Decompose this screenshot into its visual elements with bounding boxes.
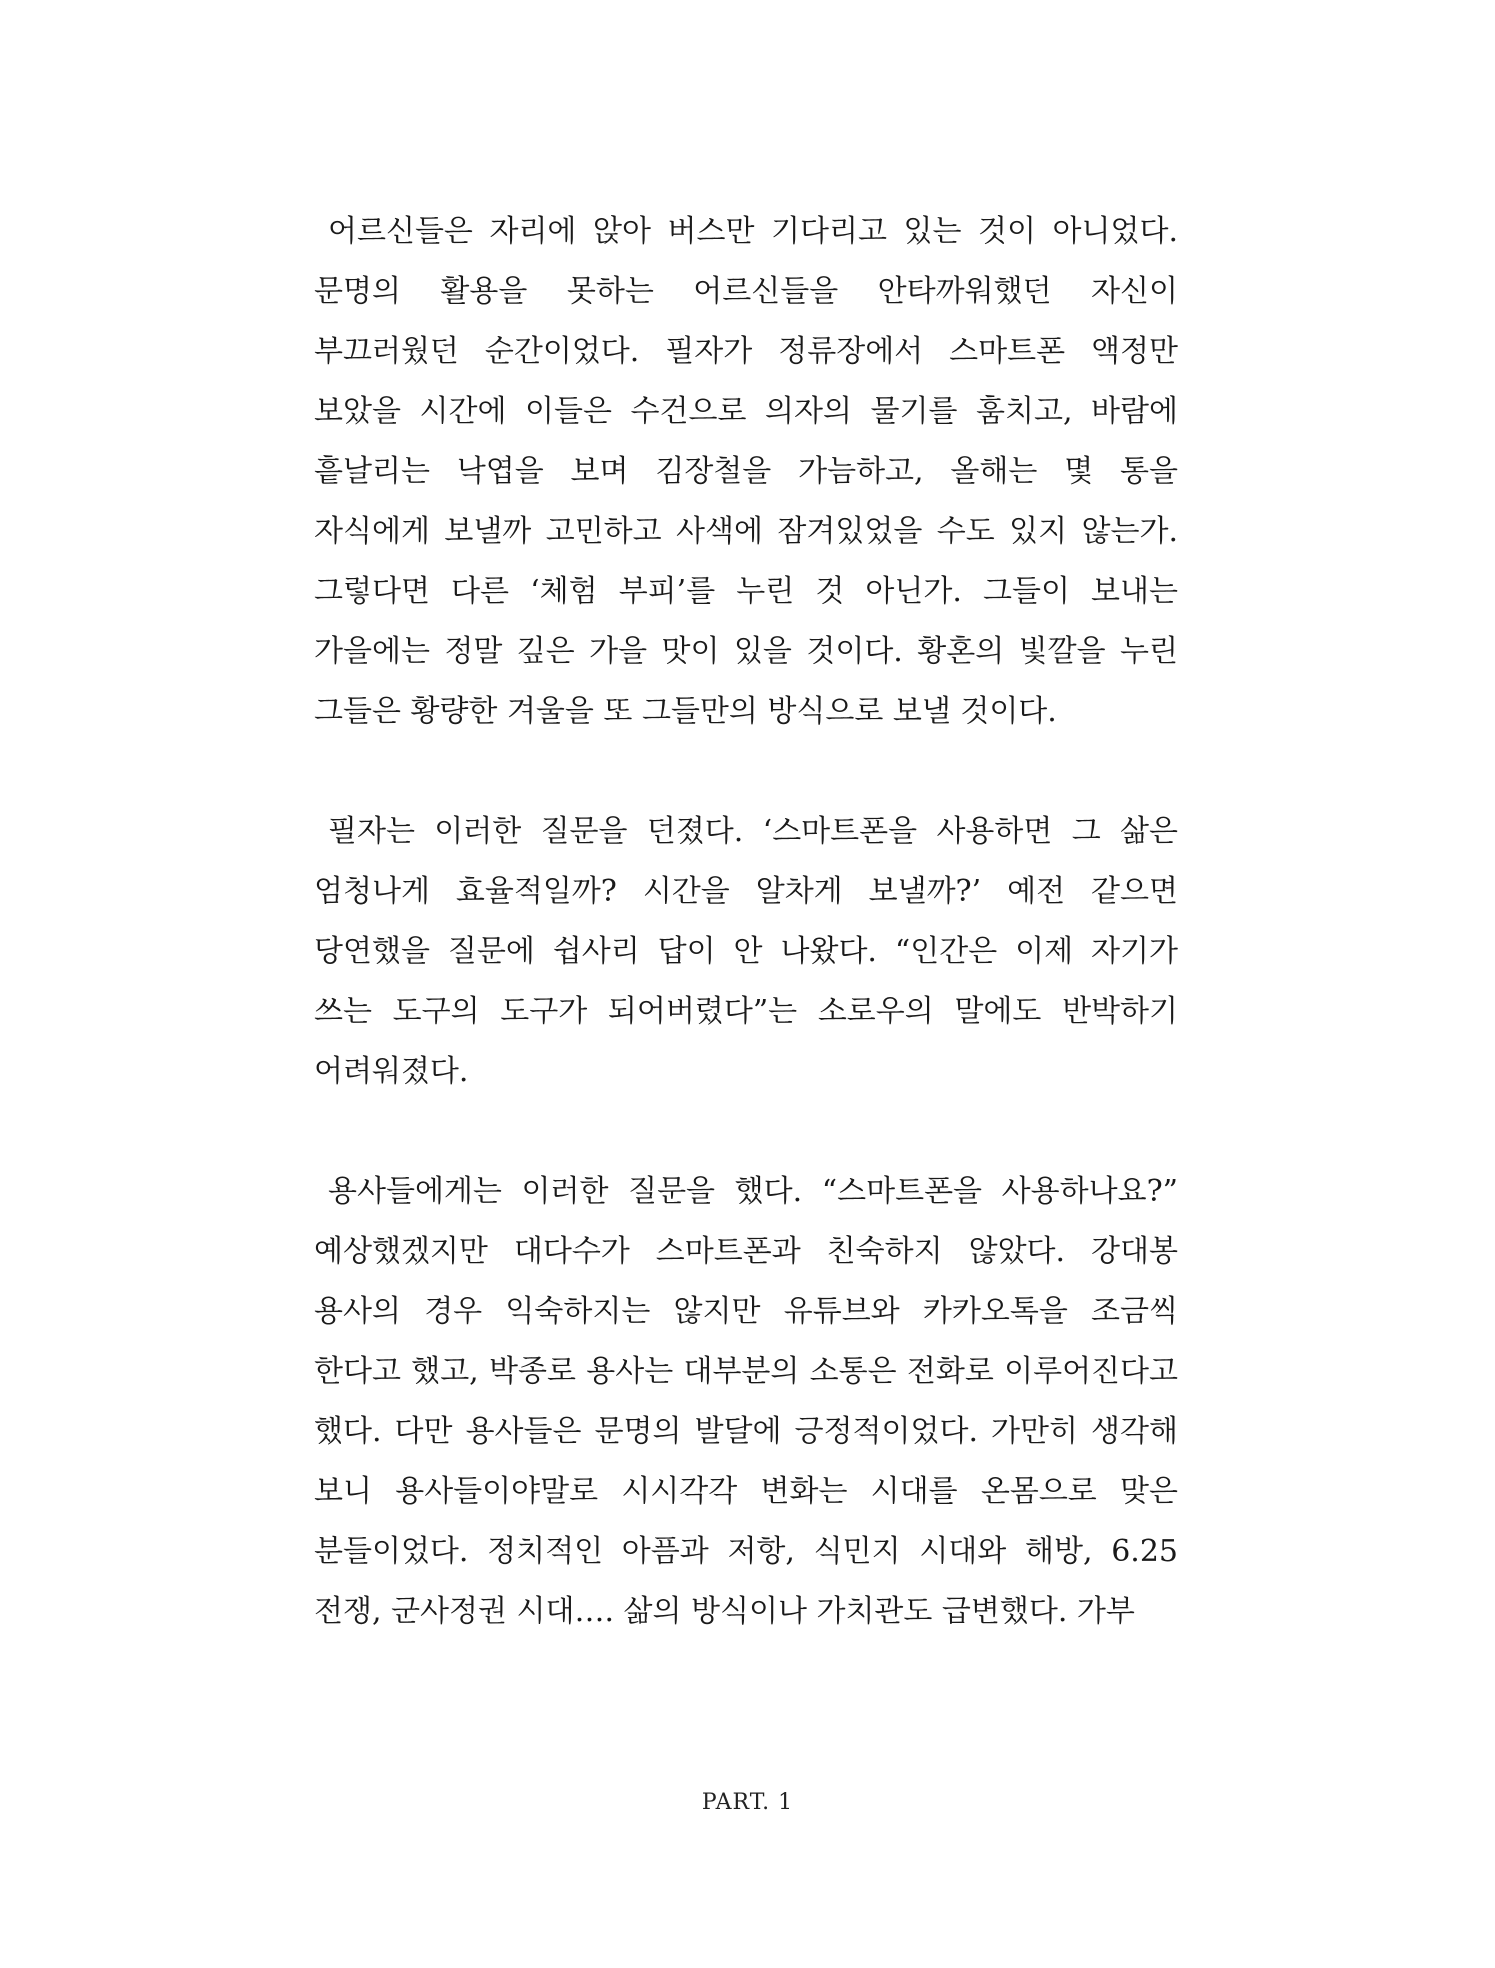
paragraph-1: 어르신들은 자리에 앉아 버스만 기다리고 있는 것이 아니었다. 문명의 활용을 못하는 어르신들을 안타까워했던 자신이 부끄러웠던 순간이었다. 필자가 정류장에서 스마트폰 액정만 보았을 시간에 이들은 수건으로 의자의 물기를 훔치고, 바람에 흩날리는 낙엽을 보며 김장철을 가늠하고, 올해는 몇 통을 자식에게 보낼까 고민하고 사색에 잠겨있었을 수도 있지 않는가. 그렇다면 다른 ‘체험 부피’를 누린 것 아닌가. 그들이 보내는 가을에는 정말 깊은 가을 맛이 있을 것이다. 황혼의 빛깔을 누린 그들은 황량한 겨울을 또 그들만의 방식으로 보낼 것이다. bbox=[314, 214, 1178, 729]
page-footer-part-label: PART. 1 bbox=[701, 1790, 794, 1815]
paragraph-3: 용사들에게는 이러한 질문을 했다. “스마트폰을 사용하나요?” 예상했겠지만 대다수가 스마트폰과 친숙하지 않았다. 강대봉 용사의 경우 익숙하지는 않지만 유튜브와 카카오톡을 조금씩 한다고 했고, 박종로 용사는 대부분의 소통은 전화로 이루어진다고 했다. 다만 용사들은 문명의 발달에 긍정적이었다. 가만히 생각해 보니 용사들이야말로 시시각각 변화는 시대를 온몸으로 맞은 분들이었다. 정치적인 아픔과 저항, 식민지 시대와 해방, 6.25 전쟁, 군사정권 시대…. 삶의 방식이나 가치관도 급변했다. 가부 bbox=[314, 1174, 1178, 1629]
paragraph-2: 필자는 이러한 질문을 던졌다. ‘스마트폰을 사용하면 그 삶은 엄청나게 효율적일까? 시간을 알차게 보낼까?’ 예전 같으면 당연했을 질문에 쉽사리 답이 안 나왔다. “인간은 이제 자기가 쓰는 도구의 도구가 되어버렸다”는 소로우의 말에도 반박하기 어려워졌다. bbox=[314, 814, 1178, 1089]
body-text bbox=[314, 202, 1178, 1642]
